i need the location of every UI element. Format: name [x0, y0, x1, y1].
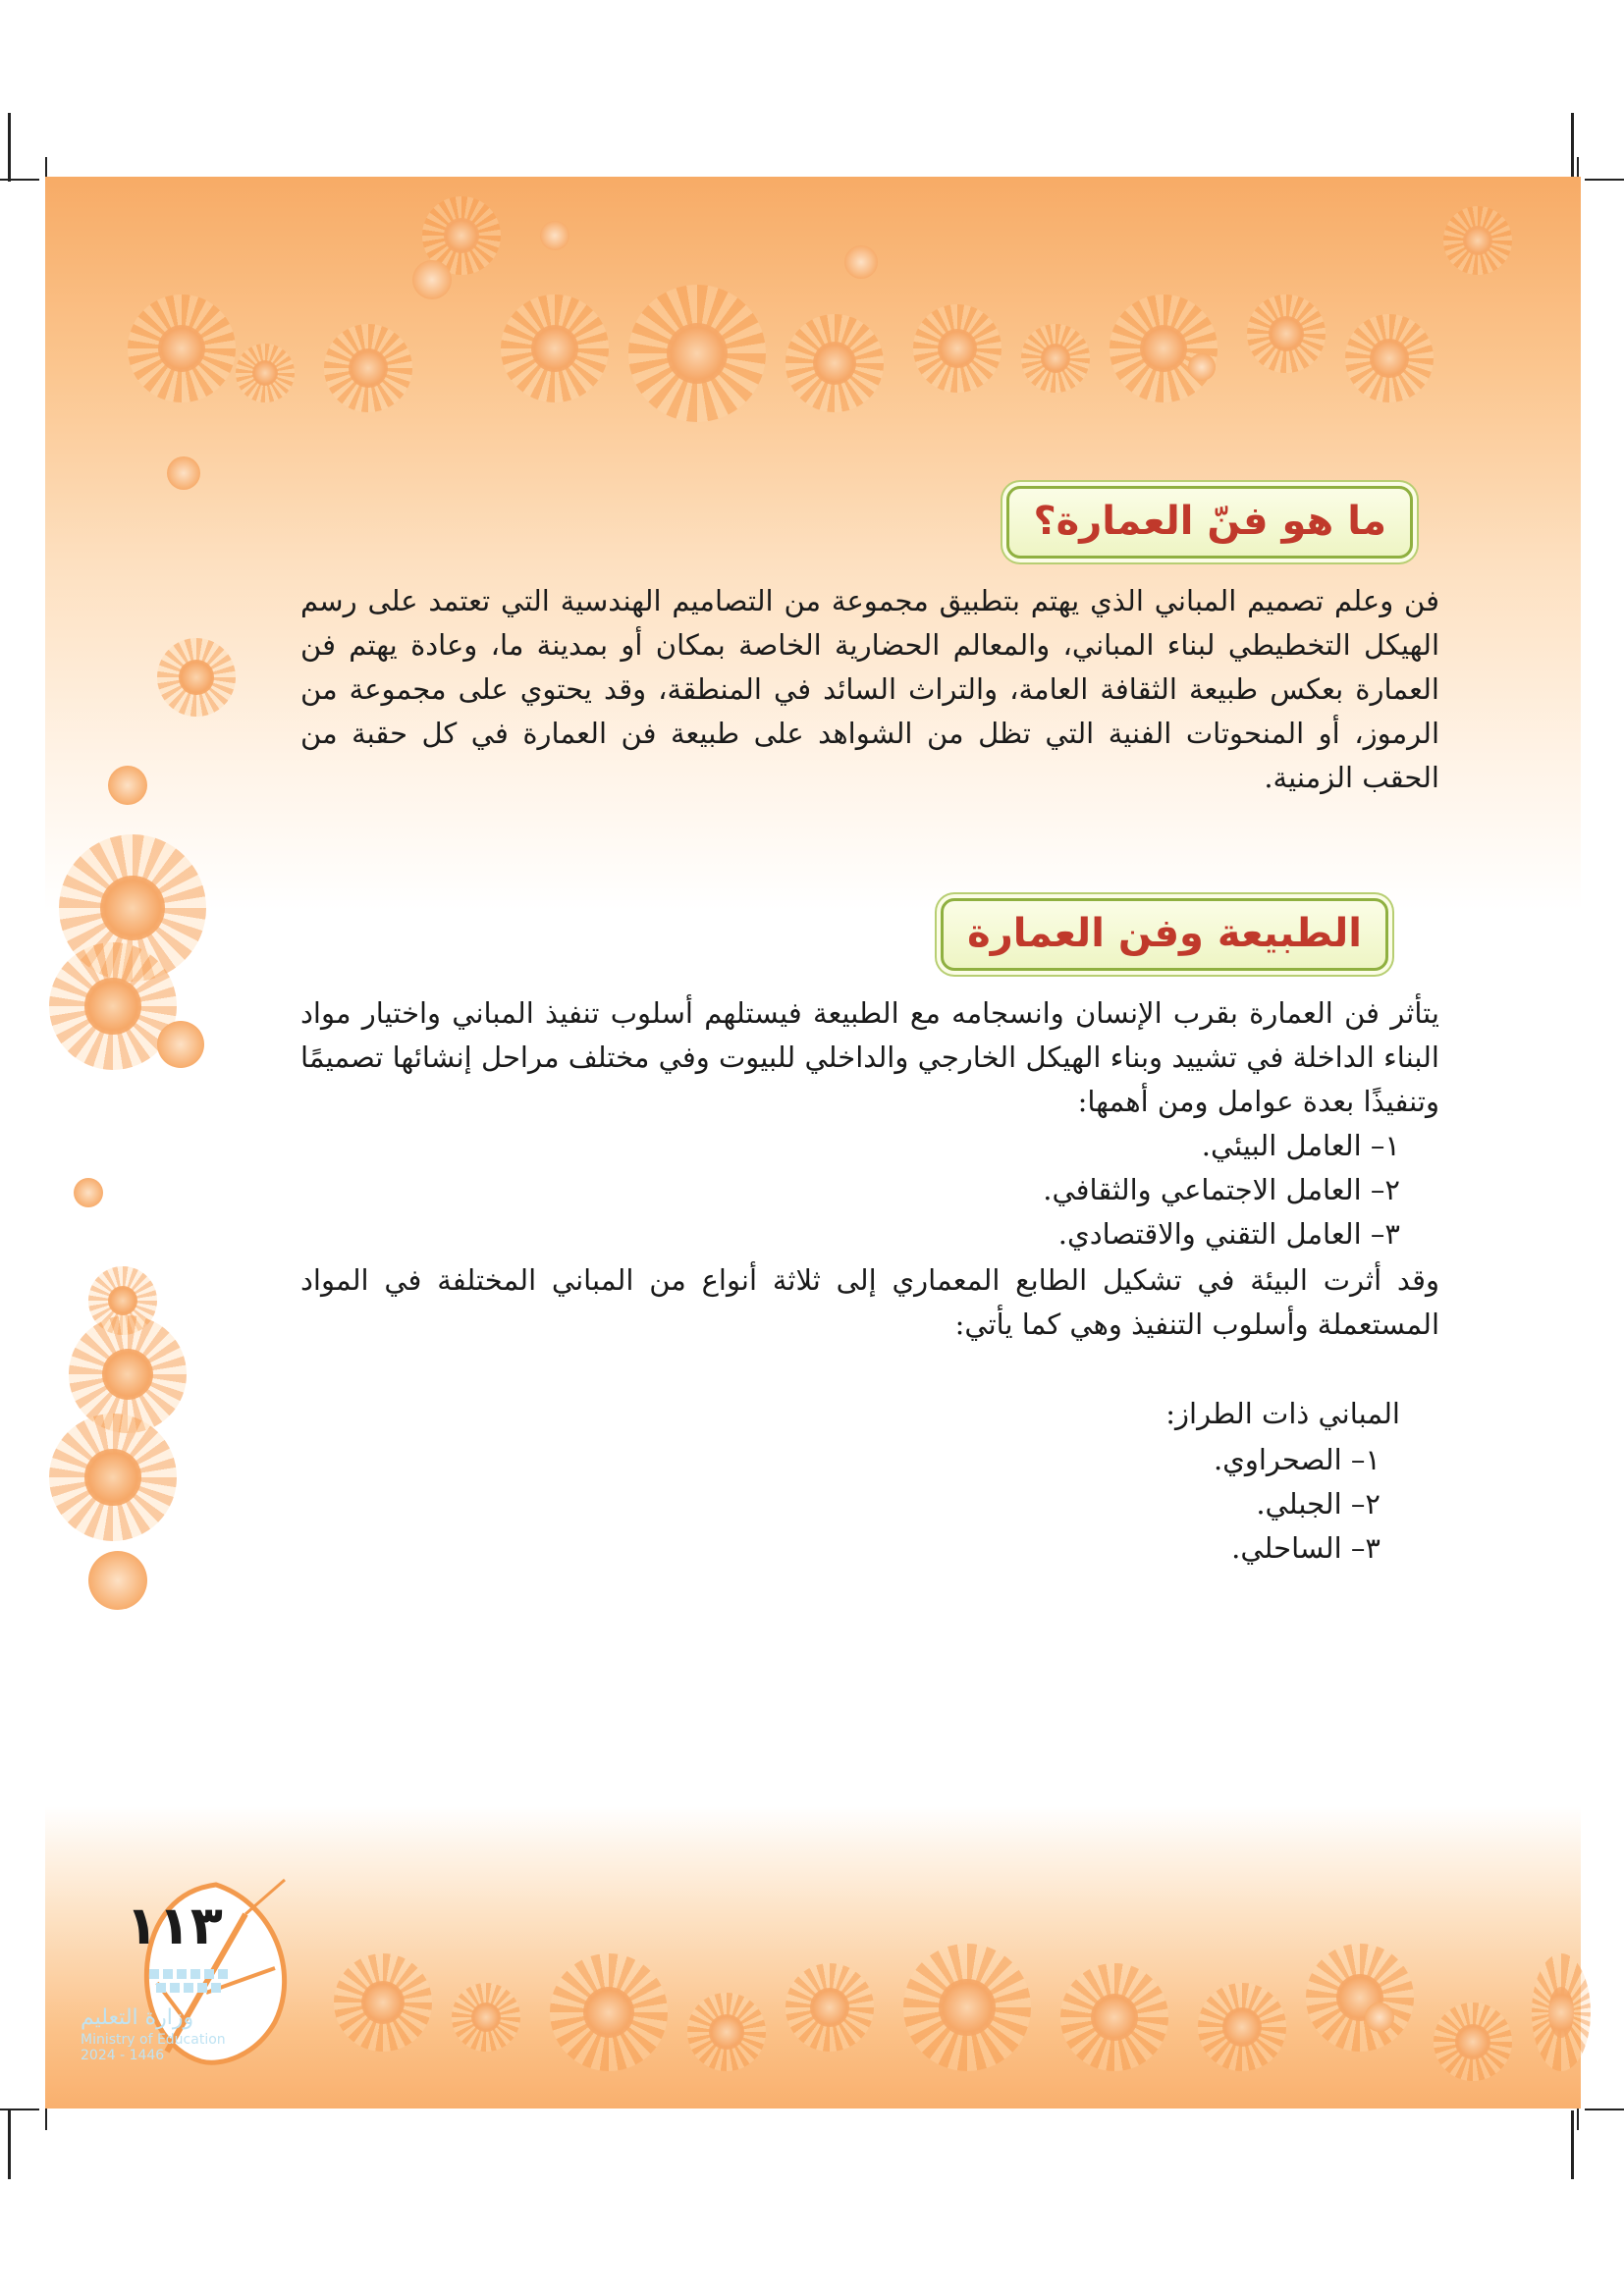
ministry-name-en: Ministry of Education: [81, 2032, 226, 2048]
section-paragraph-architecture: فن وعلم تصميم المباني الذي يهتم بتطبيق مجموعة من التصاميم الهندسية التي تعتمد على رسم الهيكل التخطيطي لبناء المباني، والمعالم الحضارية الخاصة بمكان أو بمدينة ما، وعادة يهتم فن العمارة بعكس طبيعة الثقافة العامة، والتراث السائد في المنطقة، وقد يحتوي على مجموعة من الرموز، أو المنحوتات الفنية التي تظل من الشواهد على طبيعة فن العمارة في كل حقبة من الحقب الزمنية.: [300, 584, 1439, 794]
section-heading-architecture: ما هو فنّ العمارة؟: [1006, 486, 1413, 559]
ministry-name-ar: وزارة التعليم: [81, 2005, 194, 2030]
crop-mark: [8, 2110, 11, 2179]
page-number: ١١٣: [126, 1895, 223, 1956]
crop-mark: [0, 179, 39, 181]
ministry-logo-icon: [139, 1963, 257, 2002]
crop-mark: [1585, 2109, 1624, 2110]
crop-mark: [0, 2109, 39, 2110]
section-heading-nature-architecture: الطبيعة وفن العمارة: [941, 898, 1388, 971]
styles-intro: المباني ذات الطراز:: [1165, 1397, 1400, 1430]
section-paragraph-environment: وقد أثرت البيئة في تشكيل الطابع المعماري إلى ثلاثة أنواع من المباني المختلفة في المواد المستعملة وأسلوب التنفيذ وهي كما يأتي:: [300, 1263, 1439, 1341]
crop-mark: [8, 113, 11, 182]
list-item-factor-1: ١– العامل البيئي.: [1201, 1129, 1400, 1162]
list-item-factor-2: ٢– العامل الاجتماعي والثقافي.: [1043, 1173, 1400, 1206]
list-item-style-3: ٣– الساحلي.: [1231, 1531, 1380, 1565]
ministry-year: 2024 - 1446: [81, 2048, 165, 2063]
section-paragraph-nature: يتأثر فن العمارة بقرب الإنسان وانسجامه مع الطبيعة فيستلهم أسلوب تنفيذ المباني واختيار مواد البناء الداخلة في تشييد وبناء الهيكل الخارجي والداخلي للبيوت وفي مختلف مراحل إنشائها تصميمًا وتنفيذًا بعدة عوامل ومن أهمها:: [300, 996, 1439, 1118]
crop-mark: [1571, 113, 1574, 182]
list-item-style-1: ١– الصحراوي.: [1213, 1443, 1380, 1476]
crop-mark: [1585, 179, 1624, 181]
crop-mark: [1571, 2110, 1574, 2179]
list-item-style-2: ٢– الجبلي.: [1256, 1487, 1380, 1521]
ministry-logo: [81, 1963, 297, 2071]
list-item-factor-3: ٣– العامل التقني والاقتصادي.: [1057, 1217, 1400, 1251]
